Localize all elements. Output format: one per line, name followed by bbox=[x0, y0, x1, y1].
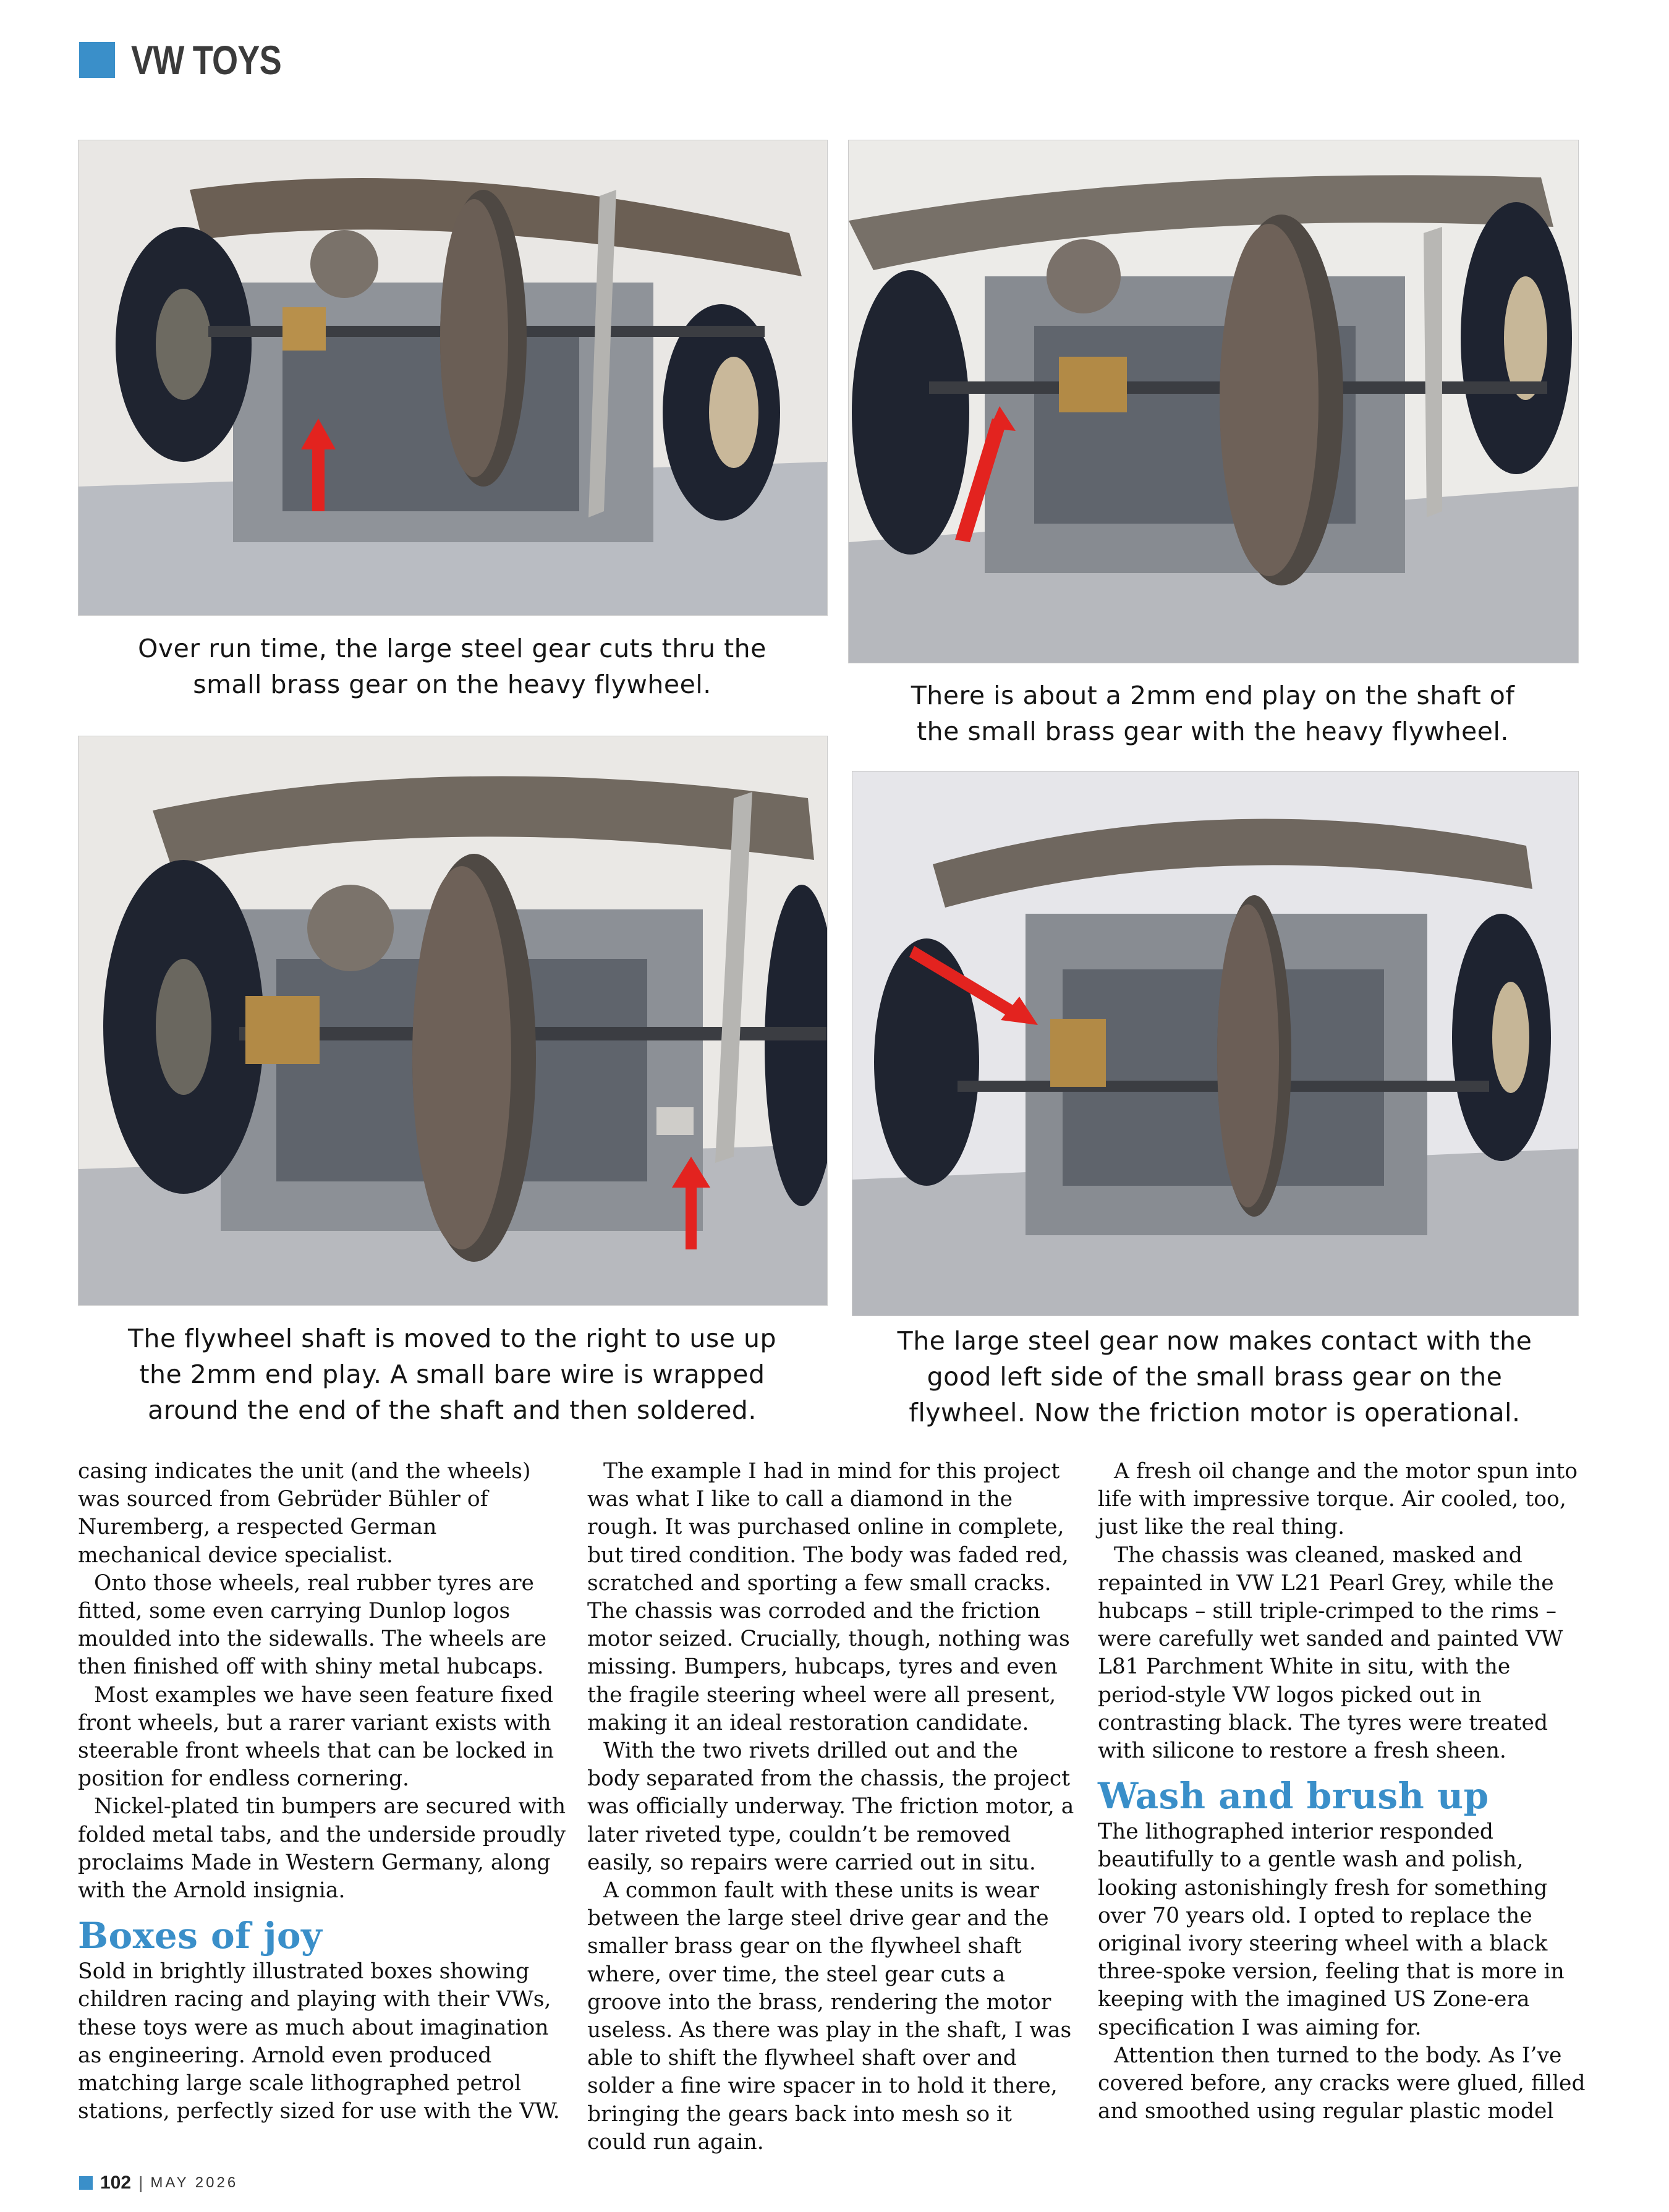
paragraph: Sold in brightly illustrated boxes showing children racing and playing with their VWs, these toys were as much about imagination as engineering. Arnold even produced matching large scale lithographed petrol stations, perfectly sized for use with the VW. bbox=[78, 1959, 560, 2124]
caption-line: There is about a 2mm end play on the shaft of bbox=[911, 681, 1515, 710]
subheading-wash-and-brush-up: Wash and brush up bbox=[1098, 1775, 1489, 1818]
caption-line: around the end of the shaft and then soldered. bbox=[148, 1395, 757, 1425]
issue-date: MAY 2026 bbox=[150, 2174, 239, 2191]
paragraph: The chassis was cleaned, masked and repainted in VW L21 Pearl Grey, while the hubcaps – still triple-crimped to the rims – were carefully wet sanded and painted VW L81 Parchment White in situ, with the period-style VW logos picked out in contrasting black. The tyres were treated with silicone to restore a fresh sheen. bbox=[1098, 1542, 1563, 1764]
article-column-3 bbox=[1098, 1458, 1586, 2125]
subheading-boxes-of-joy: Boxes of joy bbox=[78, 1915, 323, 1957]
article-column-2 bbox=[587, 1458, 1076, 2156]
photo-shaft-moved bbox=[78, 736, 828, 1306]
caption-line: The large steel gear now makes contact with the bbox=[897, 1326, 1532, 1356]
caption-line: flywheel. Now the friction motor is operational. bbox=[909, 1398, 1521, 1427]
photo-caption bbox=[848, 678, 1578, 749]
photo-worn-gear bbox=[78, 140, 828, 616]
photo-caption bbox=[78, 1321, 826, 1428]
paragraph: Most examples we have seen feature fixed front wheels, but a rarer variant exists with steerable front wheels that can be locked in position for endless cornering. bbox=[78, 1682, 554, 1792]
paragraph: casing indicates the unit (and the wheels) was sourced from Gebrüder Bühler of Nuremberg, a respected German mechanical device specialist. bbox=[78, 1459, 531, 1568]
footer-marker bbox=[79, 2176, 93, 2190]
paragraph: Onto those wheels, real rubber tyres are fitted, some even carrying Dunlop logos moulded into the sidewalls. The wheels are then finished off with shiny metal hubcaps. bbox=[78, 1570, 547, 1680]
paragraph: The example I had in mind for this project was what I like to call a diamond in the rough. It was purchased online in complete, but tired condition. The body was faded red, scratched and sporting a few small cracks. The chassis was corroded and the friction motor seized. Crucially, though, nothing was missing. Bumpers, hubcaps, tyres and even the fragile steering wheel were all present, making it an ideal restoration candidate. bbox=[587, 1459, 1070, 1735]
paragraph: With the two rivets drilled out and the body separated from the chassis, the project was officially underway. The friction motor, a later riveted type, couldn’t be removed easily, so repairs were carried out in situ. bbox=[587, 1738, 1074, 1875]
photo-caption bbox=[852, 1323, 1578, 1431]
paragraph: Nickel-plated tin bumpers are secured with folded metal tabs, and the underside proudly proclaims Made in Western Germany, along with the Arnold insignia. bbox=[78, 1794, 566, 1904]
photo-motor-operational bbox=[852, 771, 1579, 1316]
paragraph: The lithographed interior responded beautifully to a gentle wash and polish, looking astonishingly fresh for something over 70 years old. I opted to replace the original ivory steering wheel with a black three-spoke version, feeling that is more in keeping with the imagined US Zone-era specification I was aiming for. bbox=[1098, 1819, 1565, 2040]
section-marker bbox=[79, 42, 115, 78]
photo-caption bbox=[78, 631, 826, 702]
section-header bbox=[79, 38, 314, 82]
section-title: VW TOYS bbox=[131, 37, 281, 83]
paragraph: A fresh oil change and the motor spun into life with impressive torque. Air cooled, too, just like the real thing. bbox=[1098, 1459, 1578, 1540]
paragraph: Attention then turned to the body. As I’ve covered before, any cracks were glued, filled and smoothed using regular plastic model bbox=[1098, 2043, 1586, 2124]
caption-line: good left side of the small brass gear on the bbox=[927, 1362, 1503, 1392]
caption-line: the 2mm end play. A small bare wire is wrapped bbox=[139, 1359, 765, 1389]
caption-line: The flywheel shaft is moved to the right to use up bbox=[127, 1324, 777, 1353]
page-footer bbox=[79, 2172, 238, 2193]
caption-line: small brass gear on the heavy flywheel. bbox=[193, 670, 711, 699]
photo-end-play bbox=[848, 140, 1579, 663]
paragraph: A common fault with these units is wear between the large steel drive gear and the smaller brass gear on the flywheel shaft where, over time, the steel gear cuts a groove into the brass, rendering the motor useless. As there was play in the shaft, I was able to shift the flywheel shaft over and solder a fine wire spacer in to hold it there, bringing the gears back into mesh so it could run again. bbox=[587, 1878, 1072, 2155]
page-number: 102 bbox=[100, 2172, 132, 2193]
footer-separator: | bbox=[138, 2173, 143, 2192]
article-column-1 bbox=[78, 1458, 566, 2125]
caption-line: the small brass gear with the heavy flywheel. bbox=[917, 717, 1509, 746]
caption-line: Over run time, the large steel gear cuts thru the bbox=[138, 634, 767, 663]
